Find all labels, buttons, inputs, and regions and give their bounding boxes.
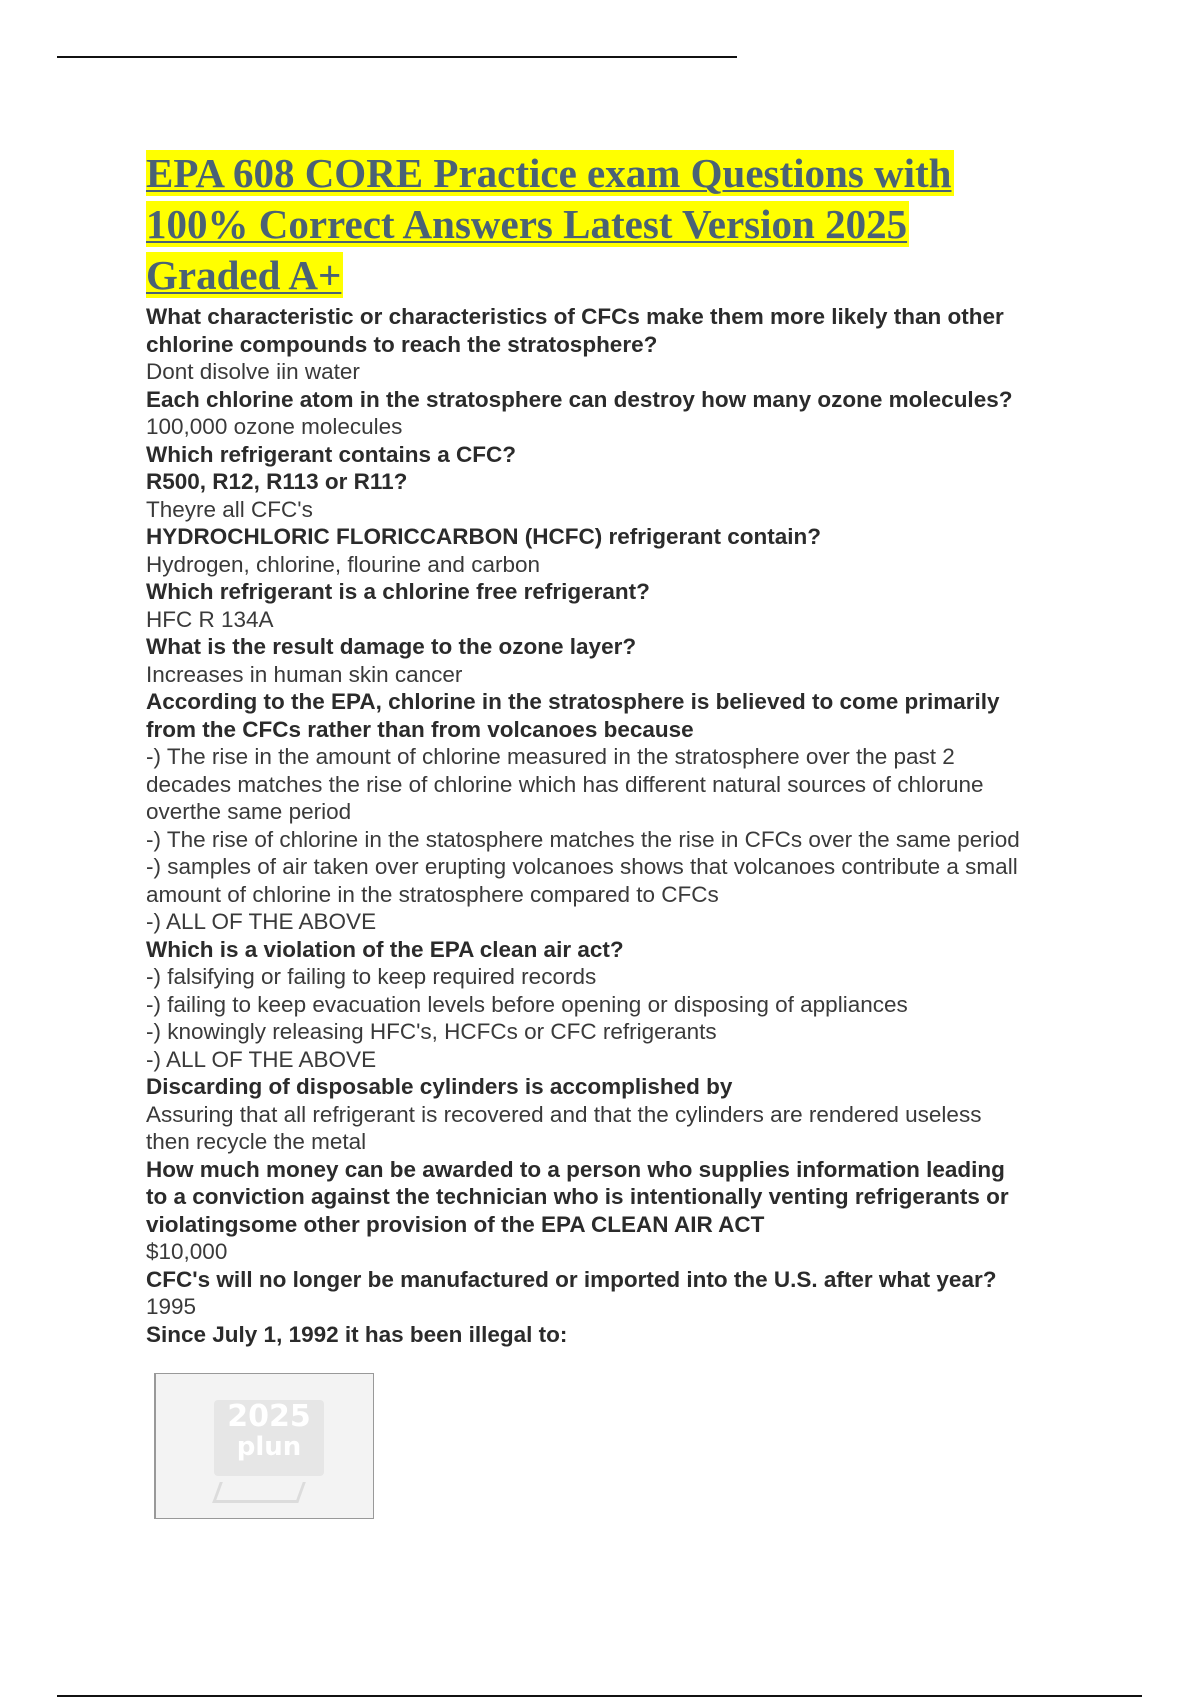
answer [146, 743, 1146, 936]
qa-item [146, 303, 1146, 386]
answer-line: 1995 [146, 1294, 197, 1319]
answer [146, 963, 1146, 1073]
question-line: Since July 1, 1992 it has been illegal to: [146, 1321, 568, 1347]
qa-item [146, 523, 1146, 578]
question [146, 1073, 1146, 1101]
answer-line: Hydrogen, chlorine, flourine and carbon [146, 551, 540, 577]
answer-line: -) ALL OF THE ABOVE [146, 909, 377, 934]
answer-line: Assuring that all refrigerant is recovered and that the cylinders are rendered useless [146, 1101, 982, 1127]
answer [146, 1238, 1146, 1266]
title-line: Graded A+ [146, 252, 342, 298]
question-line: violatingsome other provision of the EPA CLEAN AIR ACT [146, 1211, 765, 1237]
question [146, 523, 1146, 551]
question-line: R500, R12, R113 or R11? [146, 469, 408, 494]
question-line: Which refrigerant is a chlorine free refrigerant? [146, 579, 650, 604]
question [146, 386, 1146, 414]
answer-line: Increases in human skin cancer [146, 661, 463, 687]
answer-line: Theyre all CFC's [146, 496, 313, 522]
answer-line: -) falsifying or failing to keep required records [146, 964, 597, 989]
document-title [146, 148, 1146, 301]
title-line: 100% Correct Answers Latest Version 2025 [146, 201, 908, 247]
question-line: Discarding of disposable cylinders is accomplished by [146, 1074, 733, 1099]
question-line: According to the EPA, chlorine in the stratosphere is believed to come primarily [146, 689, 1000, 714]
answer [146, 358, 1146, 386]
question [146, 578, 1146, 606]
answer-line: $10,000 [146, 1239, 228, 1264]
answer-line: -) samples of air taken over erupting volcanoes shows that volcanoes contribute a small [146, 854, 1018, 879]
qa-item [146, 936, 1146, 1074]
qa-item [146, 386, 1146, 441]
qa-item [146, 688, 1146, 936]
qa-item [146, 578, 1146, 633]
question [146, 303, 1146, 358]
question-line: HYDROCHLORIC FLORICCARBON (HCFC) refrigerant contain? [146, 524, 821, 549]
answer [146, 606, 1146, 634]
qa-item [146, 1073, 1146, 1156]
question-line: CFC's will no longer be manufactured or imported into the U.S. after what year? [146, 1266, 997, 1292]
question [146, 1156, 1146, 1239]
answer-line: decades matches the rise of chlorine which has different natural sources of chlorune [146, 771, 984, 797]
answer-line: Dont disolve iin water [146, 359, 360, 384]
question [146, 441, 1146, 496]
question [146, 688, 1146, 743]
title-line: EPA 608 CORE Practice exam Questions with [146, 150, 952, 196]
question-line: Which refrigerant contains a CFC? [146, 441, 517, 467]
question [146, 936, 1146, 964]
answer-line: 100,000 ozone molecules [146, 414, 403, 439]
answer [146, 1293, 1146, 1321]
question-line: chlorine compounds to reach the stratosphere? [146, 331, 658, 357]
embedded-image [154, 1373, 374, 1519]
qa-item [146, 441, 1146, 524]
qa-list [146, 303, 1146, 1348]
question [146, 633, 1146, 661]
question-line: to a conviction against the technician who is intentionally venting refrigerants or [146, 1184, 1009, 1209]
answer-line: amount of chlorine in the stratosphere compared to CFCs [146, 881, 719, 907]
question-line: How much money can be awarded to a person who supplies information leading [146, 1156, 1005, 1182]
bottom-rule [57, 1695, 1142, 1697]
answer-line: then recycle the metal [146, 1129, 367, 1154]
answer-line: HFC R 134A [146, 606, 274, 632]
answer [146, 1101, 1146, 1156]
answer [146, 551, 1146, 579]
answer-line: -) The rise in the amount of chlorine measured in the stratosphere over the past 2 [146, 744, 955, 769]
question [146, 1266, 1146, 1294]
question-line: What characteristic or characteristics of CFCs make them more likely than other [146, 304, 1004, 329]
answer-line: overthe same period [146, 799, 352, 824]
answer [146, 413, 1146, 441]
image-watermark [214, 1399, 324, 1462]
answer-line: -) ALL OF THE ABOVE [146, 1046, 377, 1072]
question-line: from the CFCs rather than from volcanoes because [146, 716, 694, 742]
answer [146, 661, 1146, 689]
question-line: Which is a violation of the EPA clean air act? [146, 936, 624, 962]
answer-line: -) The rise of chlorine in the statosphere matches the rise in CFCs over the same period [146, 826, 1020, 852]
qa-item [146, 1156, 1146, 1266]
document-body [146, 148, 1146, 1348]
question [146, 1321, 1146, 1349]
answer [146, 496, 1146, 524]
question-line: What is the result damage to the ozone layer? [146, 634, 637, 659]
image-tray [212, 1482, 306, 1503]
watermark-line-1: 2025 [227, 1399, 311, 1434]
answer-line: -) failing to keep evacuation levels before opening or disposing of appliances [146, 991, 908, 1017]
qa-item [146, 1266, 1146, 1321]
watermark-line-2: plun [236, 1432, 302, 1462]
question-line: Each chlorine atom in the stratosphere can destroy how many ozone molecules? [146, 386, 1013, 412]
qa-item [146, 633, 1146, 688]
qa-item [146, 1321, 1146, 1349]
top-rule [57, 56, 737, 58]
answer-line: -) knowingly releasing HFC's, HCFCs or CFC refrigerants [146, 1019, 717, 1044]
